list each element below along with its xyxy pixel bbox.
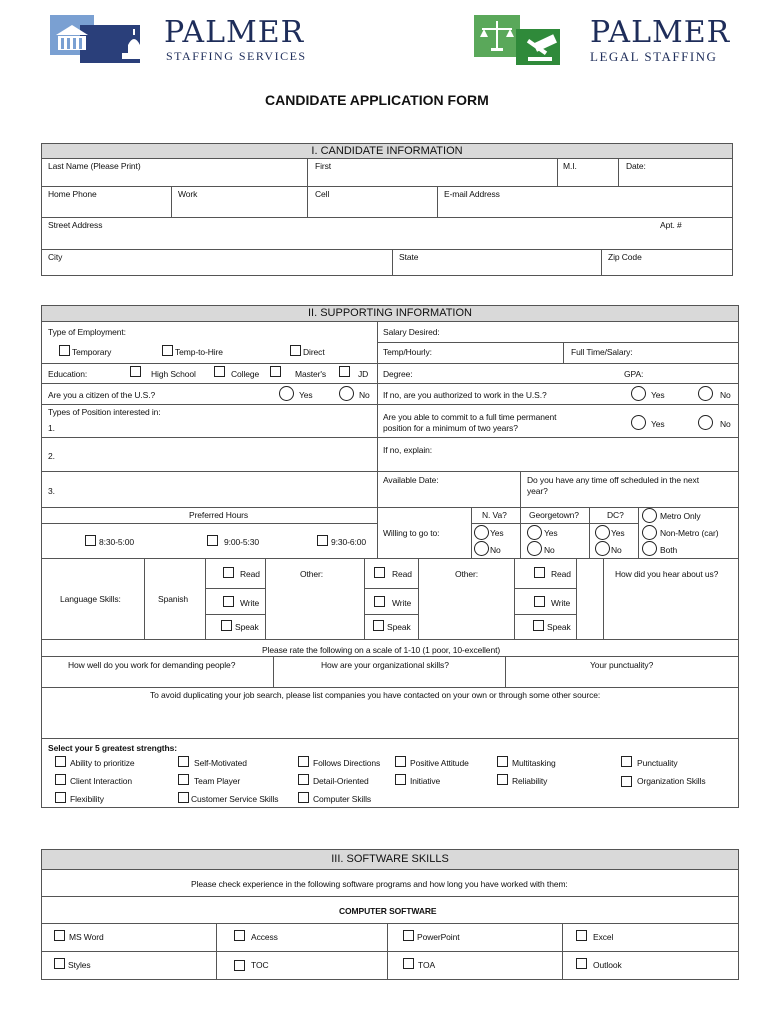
masters-checkbox-b[interactable]	[339, 366, 350, 377]
strength-checkbox[interactable]	[395, 774, 406, 785]
available-date-label: Available Date:	[383, 475, 439, 485]
divider	[205, 614, 577, 615]
georgetown-yes-label: Yes	[544, 528, 558, 538]
hours-930-label: 9:30-6:00	[331, 537, 367, 547]
college-label: College	[231, 369, 260, 379]
temp-to-hire-label: Temp-to-Hire	[175, 347, 223, 357]
spanish-speak-label: Speak	[235, 622, 259, 632]
hours-830-checkbox[interactable]	[85, 535, 96, 546]
section-header: III. SOFTWARE SKILLS	[41, 849, 739, 870]
citizen-label: Are you a citizen of the U.S.?	[48, 390, 156, 400]
strength-label: Reliability	[512, 776, 548, 786]
date-label: Date:	[626, 161, 646, 171]
direct-label: Direct	[303, 347, 325, 357]
georgetown-yes-radio[interactable]	[527, 525, 542, 540]
strength-checkbox[interactable]	[497, 774, 508, 785]
nva-no-label: No	[490, 545, 501, 555]
outlook-checkbox[interactable]	[576, 958, 587, 969]
outlook-label: Outlook	[593, 960, 622, 970]
commit-no-radio[interactable]	[698, 415, 713, 430]
toc-label: TOC	[251, 960, 269, 970]
strength-label: Computer Skills	[313, 794, 372, 804]
high-school-label: High School	[151, 369, 196, 379]
strength-checkbox[interactable]	[298, 756, 309, 767]
both-label: Both	[660, 545, 678, 555]
time-off-label: Do you have any time off scheduled in the next	[527, 475, 699, 485]
georgetown-no-radio[interactable]	[527, 541, 542, 556]
spanish-speak-checkbox[interactable]	[221, 620, 232, 631]
spanish-write-label: Write	[240, 598, 260, 608]
strength-checkbox[interactable]	[621, 756, 632, 767]
other-1-write-checkbox[interactable]	[374, 596, 385, 607]
last-name-label: Last Name (Please Print)	[48, 161, 141, 171]
zip-label: Zip Code	[608, 252, 642, 262]
city-label: City	[48, 252, 63, 262]
apt-label: Apt. #	[660, 220, 682, 230]
type-employment-label: Type of Employment:	[48, 327, 126, 337]
temporary-label: Temporary	[72, 347, 112, 357]
willing-label: Willing to go to:	[383, 528, 440, 538]
styles-checkbox[interactable]	[54, 958, 65, 969]
commit-yes-label: Yes	[651, 419, 665, 429]
demanding-label: How well do you work for demanding people?	[68, 660, 236, 670]
position-3-label: 3.	[48, 486, 55, 496]
ms-word-checkbox[interactable]	[54, 930, 65, 941]
spacer-box	[576, 558, 604, 640]
strength-checkbox[interactable]	[395, 756, 406, 767]
duplicating-label: To avoid duplicating your job search, please list companies you have contacted on your own or through some other source:	[150, 690, 601, 700]
software-cell[interactable]	[41, 923, 217, 952]
how-hear-label: How did you hear about us?	[615, 569, 719, 579]
position-2-label: 2.	[48, 451, 55, 461]
dc-no-radio[interactable]	[595, 541, 610, 556]
dc-label: DC?	[607, 510, 624, 520]
georgetown-label: Georgetown?	[529, 510, 579, 520]
commit-yes-radio[interactable]	[631, 415, 646, 430]
commit-no-label: No	[720, 419, 731, 429]
divider	[205, 588, 577, 589]
software-cell[interactable]	[562, 951, 739, 980]
commit-label: Are you able to commit to a full time permanent	[383, 412, 557, 422]
temp-hourly-label: Temp/Hourly:	[383, 347, 432, 357]
strength-label: Follows Directions	[313, 758, 381, 768]
college-checkbox[interactable]	[214, 366, 225, 377]
email-label: E-mail Address	[444, 189, 500, 199]
strength-checkbox[interactable]	[298, 774, 309, 785]
mi-label: M.I.	[563, 161, 577, 171]
organizational-label: How are your organizational skills?	[321, 660, 449, 670]
hours-900-label: 9:00-5:30	[224, 537, 260, 547]
hours-830-label: 8:30-5:00	[99, 537, 135, 547]
georgetown-no-label: No	[544, 545, 555, 555]
first-name-field[interactable]	[307, 158, 558, 187]
strength-label: Flexibility	[70, 794, 104, 804]
metro-only-radio[interactable]	[642, 508, 657, 523]
strength-checkbox[interactable]	[55, 756, 66, 767]
strength-label: Punctuality	[637, 758, 678, 768]
other-2-label: Other:	[455, 569, 479, 579]
temporary-checkbox[interactable]	[59, 345, 70, 356]
metro-only-label: Metro Only	[660, 511, 701, 521]
access-label: Access	[251, 932, 278, 942]
strength-checkbox[interactable]	[178, 756, 189, 767]
strength-label: Customer Service Skills	[191, 794, 279, 804]
authorized-no-label: No	[720, 390, 731, 400]
strength-checkbox[interactable]	[497, 756, 508, 767]
spanish-write-checkbox[interactable]	[223, 596, 234, 607]
non-metro-label: Non-Metro (car)	[660, 528, 719, 538]
computer-software-label: COMPUTER SOFTWARE	[339, 906, 437, 916]
ms-word-label: MS Word	[69, 932, 104, 942]
strength-checkbox[interactable]	[298, 792, 309, 803]
spanish-read-checkbox[interactable]	[223, 567, 234, 578]
strength-label: Ability to prioritize	[70, 758, 135, 768]
toa-label: TOA	[418, 960, 436, 970]
types-position-label: Types of Position interested in:	[48, 407, 161, 417]
street-label: Street Address	[48, 220, 103, 230]
strength-checkbox[interactable]	[178, 774, 189, 785]
styles-label: Styles	[68, 960, 91, 970]
strength-checkbox[interactable]	[178, 792, 189, 803]
position-3-field[interactable]	[41, 471, 378, 508]
other-2-speak-label: Speak	[547, 622, 571, 632]
citizen-no-radio[interactable]	[339, 386, 354, 401]
capitol-building-icon	[50, 15, 160, 63]
other-2-read-label: Read	[551, 569, 571, 579]
gpa-label: GPA:	[624, 369, 644, 379]
excel-label: Excel	[593, 932, 614, 942]
degree-field[interactable]	[377, 363, 739, 384]
degree-label: Degree:	[383, 369, 413, 379]
other-1-write-label: Write	[392, 598, 412, 608]
authorized-yes-radio[interactable]	[631, 386, 646, 401]
software-cell[interactable]	[562, 923, 739, 952]
excel-checkbox[interactable]	[576, 930, 587, 941]
state-field[interactable]	[392, 249, 602, 276]
strength-label: Initiative	[410, 776, 441, 786]
hours-930-checkbox[interactable]	[317, 535, 328, 546]
time-off-label-2: year?	[527, 486, 548, 496]
strength-label: Client Interaction	[70, 776, 132, 786]
salary-desired-label: Salary Desired:	[383, 327, 440, 337]
masters-checkbox-a[interactable]	[270, 366, 281, 377]
divider	[471, 523, 639, 524]
street-address-field[interactable]	[41, 217, 733, 250]
spanish-read-label: Read	[240, 569, 260, 579]
scales-of-justice-icon	[474, 15, 584, 65]
toa-checkbox[interactable]	[403, 958, 414, 969]
form-title: CANDIDATE APPLICATION FORM	[265, 92, 489, 108]
spanish-label: Spanish	[158, 594, 189, 604]
punctuality-question-label: Your punctuality?	[590, 660, 654, 670]
section-header: I. CANDIDATE INFORMATION	[41, 143, 733, 159]
strength-label: Multitasking	[512, 758, 556, 768]
masters-label: Master's	[295, 369, 327, 379]
software-instruction: Please check experience in the following software programs and how long you have worked with them:	[191, 879, 568, 889]
commit-label-2: position for a minimum of two years?	[383, 423, 518, 433]
education-box	[41, 363, 378, 384]
citizen-yes-radio[interactable]	[279, 386, 294, 401]
city-field[interactable]	[41, 249, 393, 276]
other-1-read-checkbox[interactable]	[374, 567, 385, 578]
full-time-salary-label: Full Time/Salary:	[571, 347, 633, 357]
cell-label: Cell	[315, 189, 330, 199]
high-school-checkbox[interactable]	[130, 366, 141, 377]
strength-label: Positive Attitude	[410, 758, 469, 768]
logo-right-sub: LEGAL STAFFING	[590, 49, 718, 64]
logo-left-name: PALMER	[164, 15, 305, 50]
nva-yes-radio[interactable]	[474, 525, 489, 540]
strength-checkbox[interactable]	[55, 792, 66, 803]
education-label: Education:	[48, 369, 88, 379]
first-name-label: First	[315, 161, 332, 171]
strength-label: Detail-Oriented	[313, 776, 369, 786]
toc-checkbox[interactable]	[234, 960, 245, 971]
powerpoint-label: PowerPoint	[417, 932, 460, 942]
authorized-no-radio[interactable]	[698, 386, 713, 401]
other-2-speak-checkbox[interactable]	[533, 620, 544, 631]
hours-900-checkbox[interactable]	[207, 535, 218, 546]
citizen-no-label: No	[359, 390, 370, 400]
strength-label: Self-Motivated	[194, 758, 247, 768]
strengths-title: Select your 5 greatest strengths:	[48, 743, 177, 753]
other-1-speak-checkbox[interactable]	[373, 620, 384, 631]
home-phone-label: Home Phone	[48, 189, 97, 199]
non-metro-radio[interactable]	[642, 525, 657, 540]
strength-label: Organization Skills	[637, 776, 706, 786]
strength-label: Team Player	[194, 776, 241, 786]
other-1-speak-label: Speak	[387, 622, 411, 632]
dc-yes-label: Yes	[611, 528, 625, 538]
access-checkbox[interactable]	[234, 930, 245, 941]
other-2-write-checkbox[interactable]	[534, 596, 545, 607]
strength-checkbox[interactable]	[621, 776, 632, 787]
authorized-label: If no, are you authorized to work in the U.S.?	[383, 390, 547, 400]
direct-checkbox[interactable]	[290, 345, 301, 356]
both-radio[interactable]	[642, 541, 657, 556]
work-label: Work	[178, 189, 198, 199]
dc-yes-radio[interactable]	[595, 525, 610, 540]
language-skills-label: Language Skills:	[60, 594, 121, 604]
dc-no-label: No	[611, 545, 622, 555]
citizen-yes-label: Yes	[299, 390, 313, 400]
other-2-write-label: Write	[551, 598, 571, 608]
temp-to-hire-checkbox[interactable]	[162, 345, 173, 356]
position-1-label: 1.	[48, 423, 55, 433]
authorized-yes-label: Yes	[651, 390, 665, 400]
section-header: II. SUPPORTING INFORMATION	[41, 305, 739, 322]
logo-left-sub: STAFFING SERVICES	[166, 49, 307, 63]
strength-checkbox[interactable]	[55, 774, 66, 785]
nva-no-radio[interactable]	[474, 541, 489, 556]
rating-instruction: Please rate the following on a scale of 1-10 (1 poor, 10-excellent)	[262, 645, 501, 655]
preferred-hours-label: Preferred Hours	[189, 510, 248, 520]
other-1-read-label: Read	[392, 569, 412, 579]
other-2-read-checkbox[interactable]	[534, 567, 545, 578]
logo-right-name: PALMER	[590, 15, 731, 50]
state-label: State	[399, 252, 419, 262]
nva-yes-label: Yes	[490, 528, 504, 538]
nva-label: N. Va?	[482, 510, 507, 520]
divider	[563, 342, 564, 364]
jd-label: JD	[358, 369, 369, 379]
explain-label: If no, explain:	[383, 445, 433, 455]
powerpoint-checkbox[interactable]	[403, 930, 414, 941]
position-2-field[interactable]	[41, 437, 378, 472]
other-1-label: Other:	[300, 569, 324, 579]
